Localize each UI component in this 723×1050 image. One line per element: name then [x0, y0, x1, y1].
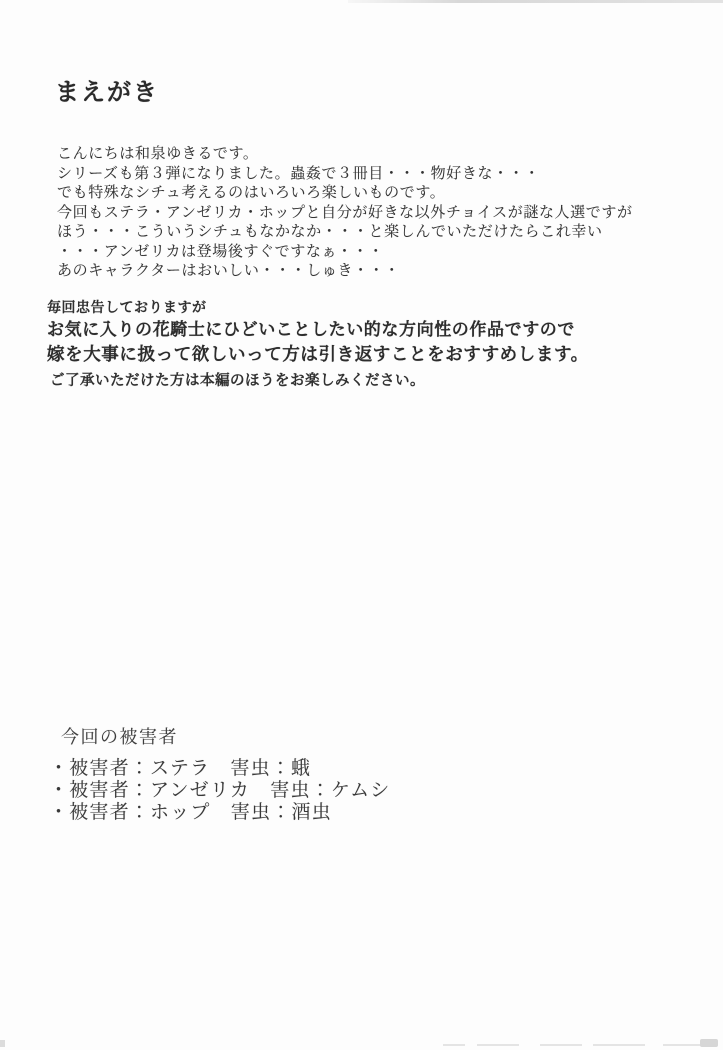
- page-title: まえがき: [55, 78, 159, 106]
- warning-main-line-1: お気に入りの花騎士にひどいことしたい的な方向性の作品ですので: [47, 320, 575, 340]
- victims-section-heading: 今回の被害者: [61, 727, 178, 748]
- scan-artifact-top-line: [348, 0, 723, 3]
- warning-closing-line: ご了承いただけた方は本編のほうをお楽しみください。: [50, 373, 425, 389]
- greeting-line: ・・・アンゼリカは登場後すぐですなぁ・・・: [57, 241, 384, 260]
- victim-list-item: ・被害者：ステラ 害虫：蛾: [49, 757, 312, 779]
- greeting-line: ほう・・・こういうシチュもなかなか・・・と楽しんでいただけたらこれ幸い: [57, 222, 603, 240]
- victim-list-item: ・被害者：ホップ 害虫：酒虫: [49, 801, 332, 823]
- greeting-line: あのキャラクターはおいしい・・・しゅき・・・: [57, 261, 400, 279]
- greeting-line: シリーズも第３弾になりました。蟲姦で３冊目・・・物好きな・・・: [57, 163, 540, 182]
- scan-artifact-bottom-left-corner: [0, 1040, 5, 1047]
- scan-artifact-bottom-dash: [593, 1044, 645, 1046]
- greeting-line: 今回もステラ・アンゼリカ・ホップと自分が好きな以外チョイスが謎な人選ですが: [57, 202, 633, 221]
- victims-list: [49, 757, 391, 823]
- greeting-line: でも特殊なシチュ考えるのはいろいろ楽しいものです。: [57, 183, 446, 201]
- scan-artifact-bottom-dash: [443, 1044, 465, 1046]
- greeting-paragraph: [57, 144, 633, 281]
- greeting-line: こんにちは和泉ゆきるです。: [57, 144, 259, 162]
- warning-main-line-2: 嫁を大事に扱って欲しいって方は引き返すことをおすすめします。: [47, 345, 589, 365]
- scan-artifact-bottom-right-corner: [700, 1039, 718, 1047]
- scan-artifact-bottom-dash: [540, 1044, 582, 1046]
- victim-list-item: ・被害者：アンゼリカ 害虫：ケムシ: [49, 779, 391, 801]
- warning-intro-line: 毎回忠告しておりますが: [47, 300, 207, 316]
- scan-artifact-bottom-dash: [477, 1044, 519, 1046]
